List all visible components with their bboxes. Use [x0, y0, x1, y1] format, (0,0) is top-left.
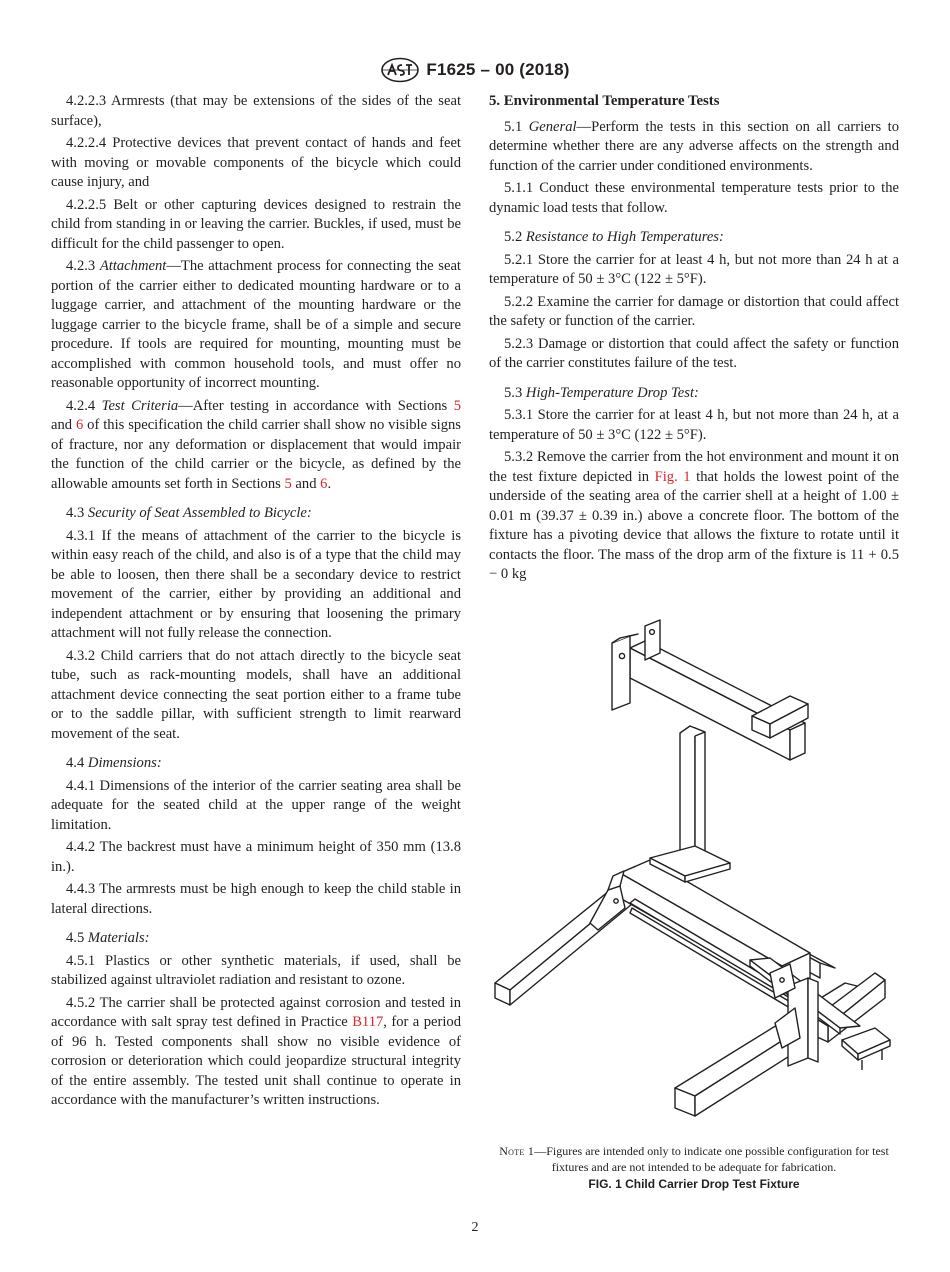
heading-5-2: 5.2 Resistance to High Temperatures:	[504, 229, 724, 245]
heading-4-3: 4.3 Security of Seat Assembled to Bicycle:	[66, 505, 312, 521]
page-header	[0, 56, 950, 84]
heading-5-3: 5.3 High-Temperature Drop Test:	[504, 384, 699, 401]
page-number: 2	[471, 1220, 479, 1235]
section-5-title: 5. Environmental Temperature Tests	[489, 93, 720, 109]
paragraph-5-3-2: 5.3.2 Remove the carrier from the hot environment and mount it on the test fixture depicted in Fig. 1 that holds the lowest point of the underside of the seating area of the carrier shell at a height of 1.00 ± 0.01 m (39.37 ± 0.39 in.) above a concrete floor. The bottom of the fixture has a pivoting device that allows the fixture to rotate until it contacts the floor. The mass of the drop arm of the fixture is 11 + 0.5 − 0 kg	[489, 449, 900, 582]
astm-logo-icon	[380, 57, 420, 83]
paragraph-4-5-2: 4.5.2 The carrier shall be protected against corrosion and tested in accordance with salt spray test defined in Practice B117, for a period of 96 h. Tested components shall show no visible evidence of corrosion or deterioration which could jeopardize structural integrity of the entire assembly. The tested unit shall continue to operate in accordance with the manufacturer’s written instructions.	[51, 994, 461, 1108]
paragraph-5-2-2: 5.2.2 Examine the carrier for damage or distortion that could affect the safety or function of the carrier.	[489, 293, 899, 329]
paragraph-5-1-1: 5.1.1 Conduct these environmental temperature tests prior to the dynamic load tests that follow.	[489, 180, 899, 216]
heading-general: General	[528, 118, 577, 135]
section-link-5[interactable]: 5	[453, 397, 461, 414]
paragraph-4-4-3: 4.4.3 The armrests must be high enough to keep the child stable in lateral directions.	[51, 881, 461, 917]
paragraph-4-2-2-5: 4.2.2.5 Belt or other capturing devices designed to restrain the child from standing in or leaving the carrier. Buckles, if used, must be difficult for the child passenger to open.	[51, 196, 461, 252]
section-link-6[interactable]: 6	[320, 475, 328, 492]
paragraph-4-2-2-3: 4.2.2.3 Armrests (that may be extensions of the sides of the seat surface),	[51, 93, 461, 129]
paragraph-4-3-2: 4.3.2 Child carriers that do not attach directly to the bicycle seat tube, such as rack-mounting models, shall have an additional attachment device connecting the seat portion either to a frame tube or to the saddle pillar, with sufficient strength to limit rearward movement of the seat.	[51, 647, 461, 742]
paragraph-4-3-1: 4.3.1 If the means of attachment of the carrier to the bicycle is within easy reach of the child, and also is of a type that the child may be able to loosen, then there shall be a secondary device to restrict movement of the carrier, either by providing an additional and independent attachment or by ensuring that loosening the primary attachment will not fully release the connection.	[51, 527, 461, 641]
heading-4-5: 4.5 Materials:	[66, 930, 150, 946]
paragraph-4-2-2-4: 4.2.2.4 Protective devices that prevent contact of hands and feet with moving or movable components of the bicycle which could cause injury, and	[51, 135, 461, 190]
section-link-6[interactable]: 6	[75, 417, 84, 433]
section-link-5[interactable]: 5	[284, 475, 292, 492]
paragraph-4-2-3: 4.2.3 Attachment—The attachment process for connecting the seat portion of the carrier either to dedicated mounting hardware or to a luggage carrier, and attachment of the mounting hardware or the luggage carrier to the bicycle frame, shall be of a simple and secure procedure. If tools are required for mounting, mounting must be accomplished with common household tools, and must offer no reasonable opportunity of incorrect mounting.	[51, 258, 461, 391]
heading-test-criteria: Test Criteria	[101, 397, 179, 414]
figure-link-1[interactable]: Fig. 1	[654, 468, 691, 485]
paragraph-4-2-4: 4.2.4 Test Criteria—After testing in accordance with Sections 5 and 6 of this specification the child carrier shall show no visible signs of fracture, nor any deformation or displacement that would impair the function of the child carrier or the bicycle, as defined by the allowable amounts set forth in Sections 5 and 6.	[51, 397, 461, 492]
paragraph-4-4-1: 4.4.1 Dimensions of the interior of the carrier seating area shall be adequate for the seated child at the upper range of the weight limitation.	[51, 777, 461, 833]
note-text: —Figures are intended only to indicate one possible configuration for test fixtures and are not intended to be adequate for fabrication.	[534, 1144, 889, 1174]
note-label: Note 1	[499, 1144, 535, 1158]
left-column	[51, 92, 461, 1114]
practice-link-b117[interactable]: B117	[352, 1014, 384, 1030]
drop-test-fixture-figure	[490, 608, 900, 1143]
paragraph-4-4-2: 4.4.2 The backrest must have a minimum height of 350 mm (13.8 in.).	[51, 839, 461, 875]
paragraph-4-5-1: 4.5.1 Plastics or other synthetic materials, if used, shall be stabilized against ultraviolet radiation and resistant to ozone.	[51, 952, 461, 988]
right-column	[489, 92, 899, 588]
figure-caption: FIG. 1 Child Carrier Drop Test Fixture	[588, 1177, 800, 1191]
figure-note	[489, 1143, 899, 1175]
paragraph-5-2-3: 5.2.3 Damage or distortion that could affect the safety or function of the carrier constitutes failure of the test.	[489, 335, 899, 371]
paragraph-5-2-1: 5.2.1 Store the carrier for at least 4 h, but not more than 24 h at a temperature of 50 ± 3°C (122 ± 5°F).	[489, 251, 899, 287]
heading-4-4: 4.4 Dimensions:	[66, 755, 162, 771]
heading-attachment: Attachment	[99, 258, 167, 274]
standard-code: F1625 – 00 (2018)	[426, 60, 570, 79]
paragraph-5-1: 5.1 General—Perform the tests in this section on all carriers to determine whether there are any adverse affects on the strength and function of the carrier under conditioned environments.	[489, 118, 899, 174]
paragraph-5-3-1: 5.3.1 Store the carrier for at least 4 h, but not more than 24 h, at a temperature of 50 ± 3°C (122 ± 5°F).	[489, 407, 899, 443]
drop-test-fixture-drawing	[490, 608, 900, 1143]
